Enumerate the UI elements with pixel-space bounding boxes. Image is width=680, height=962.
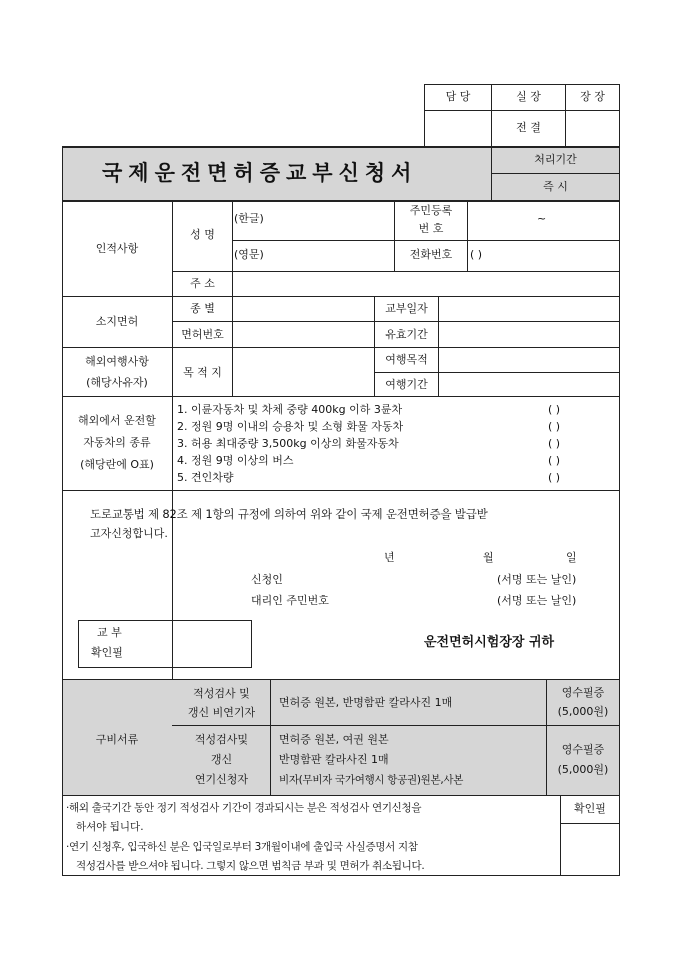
english-name-label: (영문) [234, 248, 264, 261]
vehicle-section-label-2: 자동차의 종류 [83, 436, 151, 449]
docs-row2-docs-1: 면허증 원본, 여권 원본 [279, 733, 389, 746]
rrn-label-1: 주민등록 [409, 204, 453, 217]
issue-box-label-1: 교 부 [97, 626, 122, 639]
statement-line-2: 고자신청합니다. [90, 527, 168, 540]
vehicle-item-1: 1. 이륜자동차 및 차체 중량 400kg 이하 3륜차 [177, 403, 403, 416]
phone-label: 전화번호 [409, 248, 453, 261]
note-2-line-1: ·연기 신청후, 입국하신 분은 입국일로부터 3개월이내에 출입국 사실증명서 지참 [66, 841, 418, 853]
processing-period-label: 처리기간 [534, 153, 577, 166]
issue-date-label: 교부일자 [385, 302, 428, 315]
license-type-label: 종 별 [190, 302, 215, 315]
vehicle-item-2: 2. 정원 9명 이내의 승용차 및 소형 화물 자동차 [177, 420, 404, 433]
vehicle-item-3: 3. 허용 최대중량 3,500kg 이상의 화물자동차 [177, 437, 399, 450]
jeongyeol-label: 전 결 [516, 121, 541, 134]
rrn-value[interactable]: ~ [537, 212, 547, 225]
name-label: 성 명 [190, 228, 215, 241]
notes-confirm-label: 확인필 [574, 802, 606, 815]
applicant-label: 신청인 [251, 573, 283, 586]
docs-row1-who-2: 갱신 비연기자 [187, 706, 256, 719]
note-1-line-2: 하셔야 됩니다. [76, 821, 144, 833]
applicant-sign[interactable]: (서명 또는 날인) [497, 573, 577, 586]
day-label: 일 [566, 551, 577, 564]
addressee: 운전면허시험장장 귀하 [424, 635, 555, 650]
license-section-label: 소지면허 [95, 315, 139, 328]
vehicle-mark-1[interactable]: ( ) [548, 403, 561, 416]
vehicle-mark-3[interactable]: ( ) [548, 437, 561, 450]
agent-rrn-label: 대리인 주민번호 [251, 594, 329, 607]
docs-row2-who-2: 갱신 [210, 753, 233, 766]
docs-row1-docs: 면허증 원본, 반명함판 칼라사진 1매 [279, 696, 453, 709]
vehicle-section-label-3: (해당란에 O표) [80, 458, 154, 471]
page-title: 국제운전면허증교부신청서 [102, 160, 418, 185]
korean-name-label: (한글) [234, 212, 264, 225]
docs-row1-fee-2: (5,000원) [557, 705, 609, 718]
license-number-label: 면허번호 [181, 328, 224, 341]
travel-period-label: 여행기간 [385, 378, 428, 391]
note-1-line-1: ·해외 출국기간 동안 정기 적성검사 기간이 경과되시는 분은 적성검사 연기신청을 [66, 802, 422, 814]
travel-purpose-label: 여행목적 [385, 353, 428, 366]
docs-row2-fee-2: (5,000원) [557, 763, 609, 776]
vehicle-item-4: 4. 정원 9명 이상의 버스 [177, 454, 294, 467]
docs-row2-fee-1: 영수필증 [561, 743, 605, 756]
valid-period-label: 유효기간 [385, 328, 428, 341]
vehicle-section-label-1: 해외에서 운전할 [78, 414, 156, 427]
agent-sign[interactable]: (서명 또는 날인) [497, 594, 577, 607]
travel-section-label-1: 해외여행사항 [85, 355, 149, 368]
vehicle-item-5: 5. 견인차량 [177, 471, 234, 484]
vehicle-mark-2[interactable]: ( ) [548, 420, 561, 433]
destination-label: 목 적 지 [183, 366, 222, 379]
travel-section-label-2: (해당사유자) [86, 376, 148, 389]
docs-row2-who-3: 연기신청자 [194, 773, 249, 786]
year-label: 년 [384, 551, 395, 564]
phone-field[interactable]: ( ) [470, 248, 483, 261]
rrn-label-2: 번 호 [418, 222, 444, 235]
docs-row1-who-1: 적성검사 및 [193, 687, 250, 700]
approval-header-3: 장 장 [580, 90, 605, 103]
month-label: 월 [483, 551, 494, 564]
vehicle-mark-5[interactable]: ( ) [548, 471, 561, 484]
personal-section-label: 인적사항 [95, 242, 139, 255]
docs-row2-docs-2: 반명함판 칼라사진 1매 [279, 753, 389, 766]
processing-period-value: 즉 시 [543, 180, 568, 193]
docs-row1-fee-1: 영수필증 [561, 686, 605, 699]
docs-row2-docs-3: 비자(무비자 국가여행시 항공권)원본,사본 [279, 774, 464, 786]
vehicle-mark-4[interactable]: ( ) [548, 454, 561, 467]
statement-line-1: 도로교통법 제 82조 제 1항의 규정에 의하여 위와 같이 국제 운전면허증을 발급받 [90, 507, 488, 521]
address-label: 주 소 [190, 277, 215, 290]
docs-section-label: 구비서류 [95, 733, 139, 746]
approval-header-2: 실 장 [516, 90, 541, 103]
approval-header-1: 담 당 [445, 90, 471, 103]
docs-row2-who-1: 적성검사및 [194, 733, 249, 746]
issue-box-label-2: 확인필 [91, 646, 123, 659]
note-2-line-2: 적성검사를 받으셔야 됩니다. 그렇지 않으면 범칙금 부과 및 면허가 취소됩니다. [76, 860, 425, 872]
